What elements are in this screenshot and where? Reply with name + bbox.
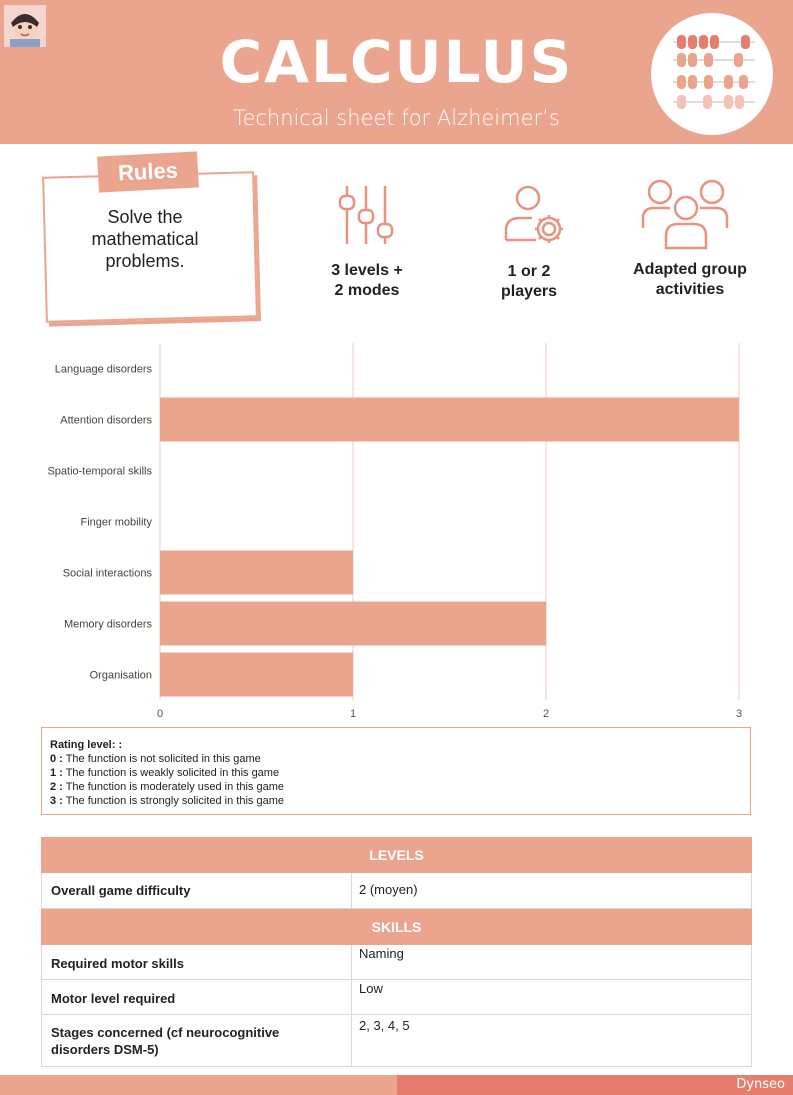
bar	[160, 551, 353, 595]
footer-bar-left	[0, 1075, 397, 1095]
legend-level: 3 :	[50, 795, 63, 807]
category-label: Attention disorders	[60, 414, 152, 427]
row-label: Stages concerned (cf neurocognitive disorders DSM-5)	[51, 1025, 280, 1057]
row-label: Motor level required	[51, 991, 176, 1006]
skills-header: SKILLS	[41, 909, 752, 945]
rules-tab: Rules	[97, 151, 199, 192]
x-tick-label: 1	[349, 708, 357, 720]
legend-title: Rating level: :	[50, 739, 123, 751]
legend-text: The function is not solicited in this game	[65, 753, 261, 765]
feature-levels-line2: 2 modes	[334, 282, 400, 299]
bar	[160, 398, 739, 442]
row-label: Required motor skills	[51, 956, 184, 971]
table-row	[41, 1015, 752, 1067]
legend-level: 2 :	[50, 781, 63, 793]
user-gear-icon	[500, 184, 570, 248]
abacus-logo	[651, 13, 773, 135]
category-label: Social interactions	[62, 567, 152, 580]
x-tick-label: 2	[542, 708, 550, 720]
rules-text: Solve the mathematical problems.	[91, 207, 199, 271]
page-subtitle: Technical sheet for Alzheimer’s	[233, 106, 560, 130]
feature-group-line1: Adapted group	[633, 261, 747, 278]
category-label: Finger mobility	[80, 516, 152, 529]
row-value: Low	[359, 981, 383, 996]
category-label: Spatio-temporal skills	[47, 465, 152, 478]
feature-players-line1: 1 or 2	[507, 263, 551, 280]
legend-text: The function is moderately used in this game	[65, 781, 284, 793]
feature-levels	[305, 261, 429, 301]
legend-text: The function is weakly solicited in this game	[65, 767, 280, 779]
rating-legend	[41, 727, 751, 815]
header-banner	[0, 0, 793, 144]
legend-level: 1 :	[50, 767, 63, 779]
category-label: Memory disorders	[63, 618, 152, 631]
legend-item	[50, 766, 742, 780]
legend-level: 0 :	[50, 753, 63, 765]
category-label: Language disorders	[54, 363, 152, 376]
sliders-icon	[334, 184, 398, 248]
feature-group	[615, 260, 765, 300]
levels-header: LEVELS	[41, 837, 752, 873]
bar	[160, 653, 353, 697]
feature-group-line2: activities	[655, 281, 725, 298]
legend-item	[50, 794, 742, 808]
table-row	[41, 945, 752, 980]
feature-players	[470, 262, 588, 302]
skills-bar-chart	[0, 335, 793, 720]
row-label: Overall game difficulty	[51, 883, 191, 898]
x-tick-label: 3	[735, 708, 743, 720]
x-tick-label: 0	[156, 708, 164, 720]
row-value: 2, 3, 4, 5	[359, 1018, 410, 1033]
feature-players-line2: players	[500, 283, 558, 300]
page-title: CALCULUS	[219, 28, 574, 96]
table-row	[41, 980, 752, 1015]
feature-levels-line1: 3 levels +	[331, 262, 403, 279]
legend-item	[50, 780, 742, 794]
row-value: 2 (moyen)	[359, 882, 418, 897]
rules-card	[40, 157, 256, 322]
legend-item	[50, 752, 742, 766]
group-icon	[640, 178, 730, 250]
legend-text: The function is strongly solicited in this game	[65, 795, 284, 807]
chart-svg	[0, 335, 793, 720]
table-row	[41, 873, 752, 909]
footer-bar-right	[397, 1075, 793, 1095]
bar	[160, 602, 546, 646]
abacus-icon	[651, 13, 773, 135]
brand-logo: Dynseo	[736, 1077, 785, 1092]
category-label: Organisation	[89, 669, 152, 682]
row-value: Naming	[359, 946, 404, 961]
